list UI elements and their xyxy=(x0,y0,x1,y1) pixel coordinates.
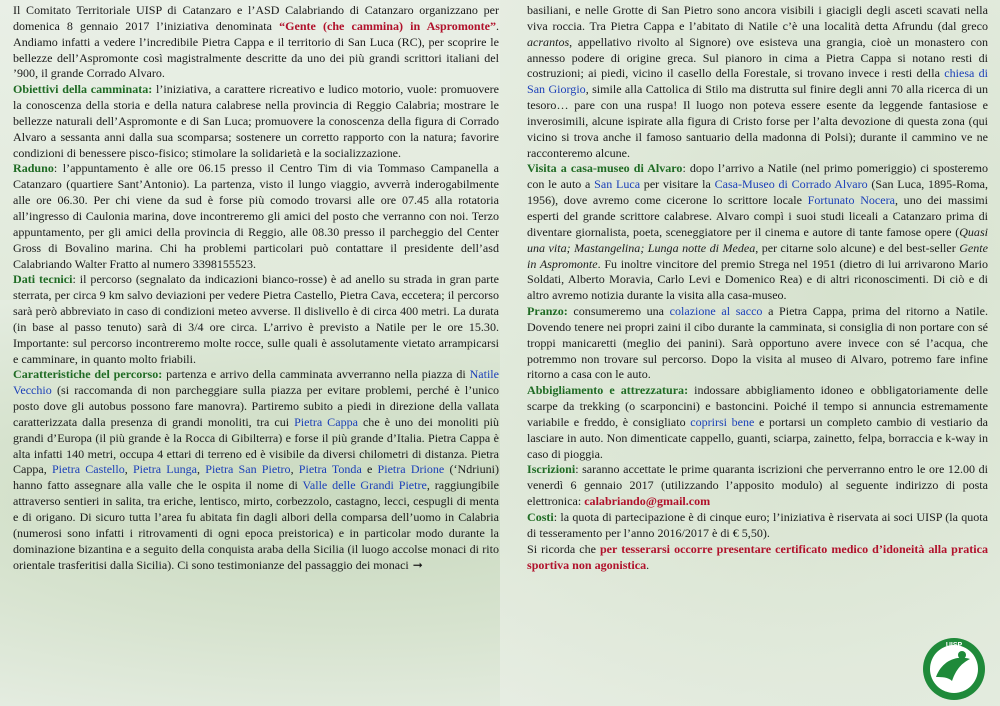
visita-heading: Visita a casa-museo di Alvaro xyxy=(527,161,683,176)
link-chiesa-san-giorgio[interactable]: chiesa di San Giorgio xyxy=(527,66,989,97)
link-colazione-al-sacco[interactable]: colazione al sacco xyxy=(669,304,763,319)
dati-heading: Dati tecnici xyxy=(13,272,73,287)
link-pietra-castello[interactable]: Pietra Castello xyxy=(51,462,125,477)
link-pietra-san-pietro[interactable]: Pietra San Pietro xyxy=(205,462,291,477)
link-casa-museo[interactable]: Casa-Museo di Corrado Alvaro xyxy=(714,177,868,192)
obiettivi-paragraph: Obiettivi della camminata: l’iniziativa, a carattere ricreativo e ludico motorio, vuole: promuovere la conoscenza della storia e della natura calabrese nella provincia di Reggio Calabria; mostrare le bellezze naturali dell’Aspromonte e di San Luca; promuovere la conoscenza della figura di Corrado Alvaro a sessanta anni dalla sua scomparsa; sostenere un corretto rapporto con la natura; favorire condizioni di benessere pisco-fisico; stimolare la solidarietà e la socializzazione. xyxy=(13,82,500,160)
link-valle-grandi-pietre[interactable]: Valle delle Grandi Pietre xyxy=(302,478,427,493)
obiettivi-heading: Obiettivi della camminata: xyxy=(13,82,153,97)
raduno-heading: Raduno xyxy=(13,161,54,176)
link-coprirsi-bene[interactable]: coprirsi bene xyxy=(690,414,755,429)
left-column xyxy=(13,3,499,573)
visita-paragraph: Visita a casa-museo di Alvaro: dopo l’arrivo a Natile (nel primo pomeriggio) ci sposteremo con le auto a San Luca per visitare la Casa-Museo di Corrado Alvaro (San Luca, 1895-Roma, 1956), dove avremo come cicerone lo scrittore locale Fortunato Nocera, uno dei massimi esperti del grande scrittore calabrese. Alvaro compì i suoi studi liceali a Catanzaro prima di diventare giornalista, poeta, sceneggiatore per il cinema e autore di tante famose opere (Quasi una vita; Mastangelina; Lunga notte di Medea, per citarne solo alcune) e del best-seller Gente in Aspromonte. Fu inoltre vincitore del premio Strega nel 1951 (dietro di lui arrivarono Mario Soldati, Alberto Moravia, Carlo Levi e Domenico Rea) e di altri riconoscimenti. Di ciò e di altro avremo notizia durante la visita alla casa-museo. xyxy=(527,161,988,303)
caratteristiche-heading: Caratteristiche del percorso: xyxy=(13,367,163,382)
link-fortunato-nocera[interactable]: Fortunato Nocera xyxy=(807,193,895,208)
raduno-paragraph: Raduno: l’appuntamento è alle ore 06.15 presso il Centro Tim di via Tommaso Campanella a Catanzaro (quartiere Sant’Antonio). La partenza, visto il lungo viaggio, avverrà inderogabilmente alle ore 06.30. Per chi viene da sud è forse più comodo trovarsi alle ore 07.45 alla rotatoria all’ingresso di Caulonia marina, dove incontreremo gli amici del posto che verranno con noi. Terzo appuntamento, per gli amici della provincia di Reggio, alle 08.30 presso il parcheggio del Center Gross di Bovalino marina. Chi ha problemi particolari può contattare il presidente dell’asd Calabriando Walter Fratto al numero 3398155523. xyxy=(13,161,499,271)
right-column xyxy=(527,3,988,573)
abbigliamento-heading: Abbigliamento e attrezzatura: xyxy=(527,383,689,398)
pranzo-paragraph: Pranzo: consumeremo una colazione al sacco a Pietra Cappa, prima del ritorno a Natile. Dovendo tenere nei propri zaini il cibo durante la camminata, si consiglia di non portare con sé troppi manicaretti (meglio dei panini). Sarà opportuno avere invece con sé l’acqua, che potremmo non trovare sul percorso. Dopo la visita al museo di Alvaro, potremo fare infine ritorno a casa con le auto. xyxy=(527,304,988,382)
link-san-luca[interactable]: San Luca xyxy=(594,177,641,192)
link-pietra-lunga[interactable]: Pietra Lunga xyxy=(132,462,198,477)
pranzo-heading: Pranzo: xyxy=(527,304,568,319)
iscrizioni-heading: Iscrizioni xyxy=(527,462,576,477)
nota-paragraph: Si ricorda che per tesserarsi occorre presentare certificato medico d’idoneità alla pratica sportiva non agonistica. xyxy=(527,541,988,572)
costi-paragraph: Costi: la quota di partecipazione è di cinque euro; l’iniziativa è riservata ai soci UISP (la quota di tesseramento per l’anno 2016/2017 è di € 5,50). xyxy=(527,510,988,540)
continue-arrow-icon: ➞ xyxy=(412,557,423,572)
intro-paragraph: Il Comitato Territoriale UISP di Catanzaro e l’ASD Calabriando di Catanzaro organizzano per domenica 8 gennaio 2017 l’iniziativa denominata “Gente (che cammina) in Aspromonte”. Andiamo infatti a vedere l’incredibile Pietra Cappa e il territorio di San Luca (RC), per scoprire le bellezze dell’Aspromonte così magistralmente descritte da uno dei più grandi scrittori italiani del ’900, il grande Corrado Alvaro. xyxy=(13,3,499,81)
event-title: “Gente (che cammina) in Aspromonte” xyxy=(279,18,496,33)
costi-heading: Costi xyxy=(527,510,554,524)
logo-text: UISP xyxy=(945,642,963,649)
dati-paragraph: Dati tecnici: il percorso (segnalato da indicazioni bianco-rosse) è ad anello su strada in gran parte sterrata, per circa 9 km salvo deviazioni per vedere Pietra Castello, Pietra Cava, eccetera; il percorso sarà però abbreviato in caso di condizioni meteo avverse. Il dislivello è di circa 400 metri. La durata (in base al passo tenuto) sarà di 3/4 ore circa. L’arrivo è previsto a Natile per le ore 15.30. Importante: sul percorso incontreremo molte rocce, sulle quali è assolutamente vietato arrampicarsi e camminare, in quanto molto friabili. xyxy=(13,272,500,366)
link-pietra-drione[interactable]: Pietra Drione xyxy=(377,462,445,477)
certificate-note: per tesserarsi occorre presentare certificato medico d’idoneità alla pratica sportiva non agonistica xyxy=(527,541,988,572)
link-natile-vecchio[interactable]: Natile Vecchio xyxy=(13,367,499,398)
link-pietra-tonda[interactable]: Pietra Tonda xyxy=(298,462,362,477)
monaci-paragraph: basiliani, e nelle Grotte di San Pietro sono ancora visibili i giacigli degli asceti scavati nella viva roccia. Tra Pietra Cappa e l’abitato di Natile c’è una località detta Afrundu (dal greco acrantos, appellativo rivolto al Signore) ove esisteva una grangia, cioè un monastero con annesso podere di origine greca. Sul pianoro in cima a Pietra Cappa si notano resti di costruzioni; ai piedi, vicino il casello della Forestale, si trovano invece i resti della chiesa di San Giorgio, simile alla Cattolica di Stilo ma distrutta sul finire degli anni 70 alla ricerca di un tesoro… pare con una ruspa! Il luogo non poteva essere esente da leggende fantasiose e inverosimili, alcune ispirate alla figura di Cristo forse per l’alta devozione di questa zona (qui vicino si trova anche il famoso santuario della madonna di Polsi); durante il cammino ve ne racconteremo alcune. xyxy=(527,3,989,160)
uisp-logo xyxy=(922,637,986,701)
caratteristiche-paragraph: Caratteristiche del percorso: partenza e arrivo della camminata avverranno nella piazza di Natile Vecchio (si raccomanda di non parcheggiare sulla piazza per evitare problemi, perché è l’unico posto dove gli autobus possono fare manovra). Partiremo subito a piedi in direzione della vallata caratterizzata dalla presenza di grandi monoliti, tra cui Pietra Cappa che è uno dei monoliti più grandi d’Europa (il più grande è la Rocca di Gibilterra) e forse il più grande d’Italia. Pietra Cappa è alta infatti 140 metri, occupa 4 ettari di terreno ed è visibile da diversi chilometri di distanza. Pietra Cappa, Pietra Castello, Pietra Lunga, Pietra San Pietro, Pietra Tonda e Pietra Drione (‘Ndriuni) hanno fatto assegnare alla valle che le ospita il nome di Valle delle Grandi Pietre, raggiungibile attraverso sentieri in salita, tra eriche, lentisco, mirto, corbezzolo, castagno, lecci, cespugli di menta e di origano. Di sicuro tutta l’area fu abitata fin dagli albori della comparsa dell’uomo in Calabria (numerosi sono infatti i ritrovamenti di ogni epoca preistorica) e in particolar modo durante la dominazione bizantina e a seguito della conquista araba della Sicilia (il luogo accolse monaci di rito orientale trasferitisi dalla Sicilia). Ci sono testimonianze del passaggio dei monaci ➞ xyxy=(13,367,499,572)
email-link[interactable]: calabriando@gmail.com xyxy=(584,494,711,509)
abbigliamento-paragraph: Abbigliamento e attrezzatura: indossare abbigliamento idoneo e obbligatoriamente delle scarpe da trekking (o scarponcini) e bastoncini. Poiché il tempo si annuncia estremamente variabile e freddo, è consigliato coprirsi bene e portarsi un completo cambio di vestiario da lasciare in auto. Non dimenticate cappello, guanti, sciarpa, zainetto, felpa, borraccia e k-way in caso di pioggia. xyxy=(527,383,988,461)
iscrizioni-paragraph: Iscrizioni: saranno accettate le prime quaranta iscrizioni che perverranno entro le ore 12.00 di venerdì 6 gennaio 2017 (utilizzando l’apposito modulo) al seguente indirizzo di posta elettronica: calabriando@gmail.com xyxy=(527,462,988,509)
link-pietra-cappa[interactable]: Pietra Cappa xyxy=(294,414,358,429)
